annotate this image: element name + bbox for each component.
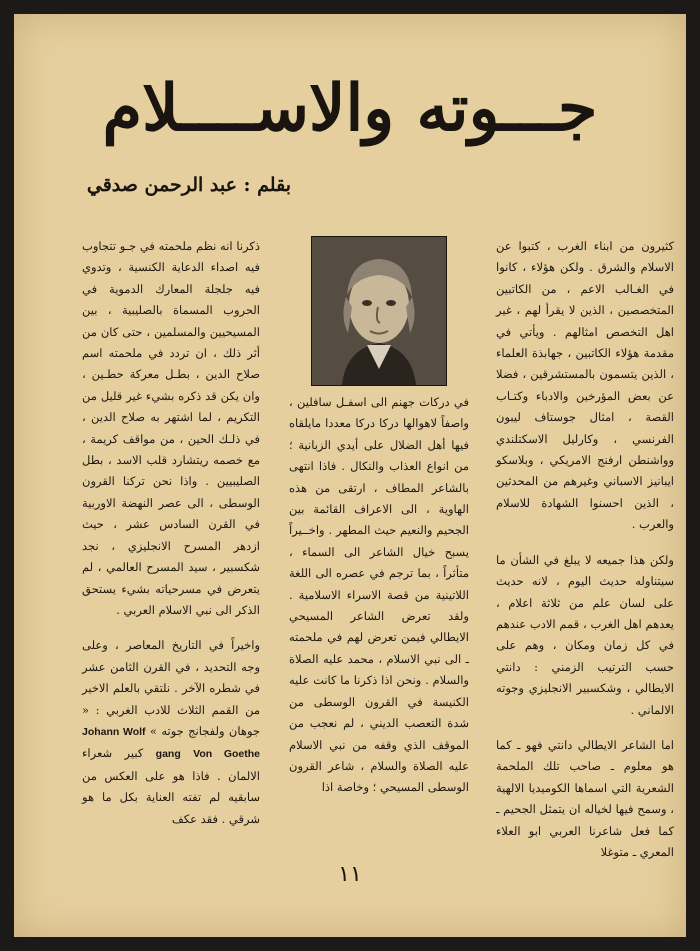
text-column-right [496,236,674,877]
article-title: جـــوته والاســــلام [102,71,598,146]
paragraph-text: كبير شعراء الالمان . فاذا هو على العكس من سابقيه لم تفته العناية بكل ما هو شرقي . فقد عكف [82,746,260,826]
paragraph: اما الشاعر الايطالي دانتي فهو ـ كما هو معلوم ـ صاحب تلك الملحمة الشعرية التي اسماها الكوميديا الالهية ، وسمح فيها لخياله ان يتمثل الجحيم ـ كما فعل شاعرنا العربي ابو العلاء المعري ـ متوغلا [496,737,674,859]
text-column-left [82,236,260,844]
article-byline: بقلم : عبد الرحمن صدقي [86,174,291,196]
paragraph [82,635,260,830]
goethe-portrait [311,236,447,386]
latin-name-last: Von Goethe [193,748,261,761]
paragraph: في دركات جهنم الى اسفـل سافلين ، واصفاً لاهوالها دركا دركا معددا مايلقاه فيها أهل الضلال على أيدي الزبانية ؛ من انواع العذاب والنكال . فاذا انتهى بالشاعر المطاف ، ارتقى من هذه الهاوية ، الى الاعراف القائمة بين الجحيم والنعيم حيث المطهر . واخــيراً يسبح خيال الشاعر الى السماء ، متأثراً ، بما ترجم في عصره الى اللغة اللاتينية من قصة الاسراء الاسلامية . ولقد تعرض الشاعر المسيحي الايطالي فيمن تعرض لهم في ملحمته ـ الى نبي الاسلام ، محمد عليه الصلاة والسلام . ونحن اذا ذكرنا ما كانت عليه الكنيسة في القرون الوسطى من شدة التعصب الديني ، لم نعجب من الموقف الذي وقفه من نبي الاسلام عليه الصلاة والسلام ، شاعر القرون الوسطى المسيحي ؛ وخاصة اذا [289,395,469,795]
magazine-page [14,14,686,937]
text-column-middle [289,392,469,813]
paragraph: ذكرنا انه نظم ملحمته في جـو تتجاوب فيه اصداء الدعاية الكنسية ، وتدوي فيه جلجلة المعارك الدموية في الحروب المسماة بالصليبية ، بين المسيحيين والمسلمين ، حتى كان من أثر ذلك ، ان تردد في ملحمته اسم صلاح الدين ، بطـل معركة حطـين ، وان يكن قد ذكره بشيء غير قليل من التكريم ، لما اشتهر به صلاح الدين ، في ذلـك الحين ، من مواقف كريمة ، مع خصمه ريتشارد قلب الاسد ، بطل الصليبيين . واذا نحن تركنا القرون الوسطى ، الى عصر النهضة الاوربية في القرن السادس عشر ، حيث ازدهر المسرح الانجليزي ، نجد شكسبير ، سيد المسرح العالمي ، لم يتعرض في مسرحياته بشيء يستحق الذكر الى نبي الاسلام العربي . [82,239,260,617]
page-number: ١١ [338,862,362,887]
paragraph: ولكن هذا جميعه لا يبلغ في الشأن ما سيتناوله حديث اليوم ، لانه حديث على لسان علم من ثلاثة اعلام ، يعدهم اهل الغرب ، قمم الادب عندهم في كل زمان ومكان ، وهم على حسب الترتيب الزمني : دانتي الايطالي ، وشكسبير الانجليزي وجوته الالماني . [496,552,674,717]
portrait-image [312,237,446,385]
paragraph: كثيرون من ابناء الغرب ، كتبوا عن الاسلام والشرق . ولكن هؤلاء ، كانوا في الغـالب الاعم ، من الكاتبين المتخصصين ، الذين لا يقرأ لهم ، غير اهل التخصص امثالهم . ويأتي في مقدمة هؤلاء الكاتبين ، جهابذة العلماء ، الذين يتسمون بالمستشرقين ، فضلا عن بعض المؤرخين والادباء وكتـاب القصة ، امثال جوستاف ليبون الفرنسي ، وكارليل الاسكتلندي وواشنطن ارفنج الامريكي ، وبلاسكو ايبانيز الاسباني وغيرهم من المحدثين ، الذين احسنوا الشهادة للاسلام والعرب . [496,239,674,532]
paragraph-text: واخيراً في التاريخ المعاصر ، وعلى وجه التحديد ، في القرن الثامن عشر في شطره الآخر . نلتقي بالعلم الاخير من القمم الثلاث للادب الغربي : « جوهان ولفجانج جوته » [82,638,260,738]
latin-name-first: Johann Wolf gang [82,725,181,761]
